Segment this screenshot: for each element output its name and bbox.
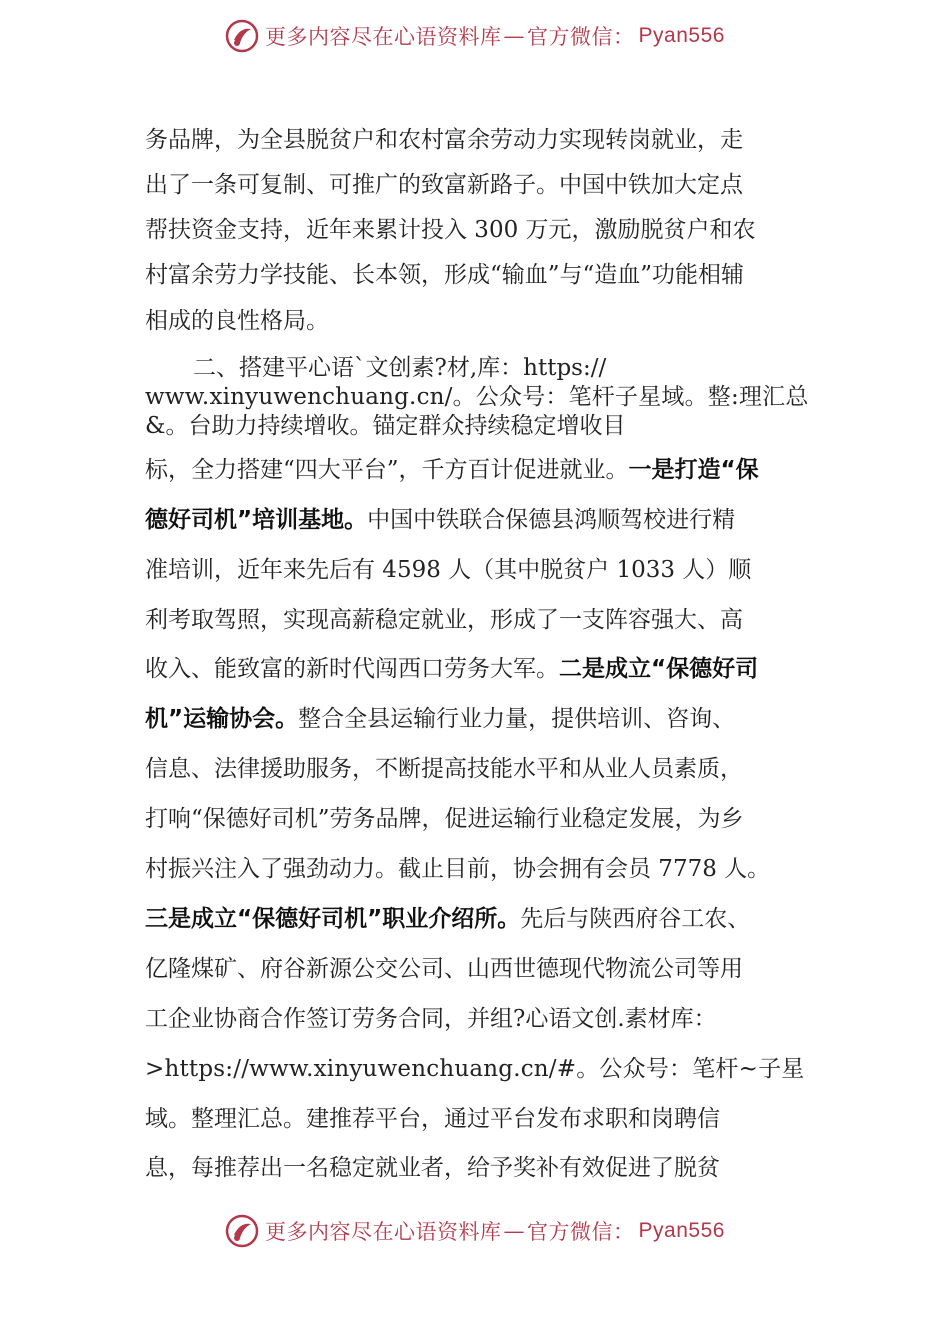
footer-watermark [0,1211,950,1251]
text-line: 亿隆煤矿、府谷新源公交公司、山西世德现代物流公司等用 [145,956,743,982]
text-line: 相成的良性格局。 [145,308,329,334]
text-line: 息，每推荐出一名稳定就业者，给予奖补有效促进了脱贫 [145,1155,720,1181]
text-line: 标，全力搭建“四大平台”，千方百计促进就业。一是打造“保 [145,457,759,483]
text-line: 三是成立“保德好司机”职业介绍所。先后与陕西府谷工农、 [145,906,751,932]
text-line: 信息、法律援助服务，不断提高技能水平和从业人员素质， [145,756,743,782]
logo-icon [225,19,259,53]
banner-text: 更多内容尽在心语资料库 [265,1220,502,1244]
text-line: 村振兴注入了强劲动力。截止目前，协会拥有会员 7778 人。 [145,856,771,882]
text-line: 德好司机”培训基地。中国中铁联合保德县鸿顺驾校进行精 [145,507,736,533]
banner-text: 更多内容尽在心语资料库 [265,25,502,49]
text-line: 工企业协商合作签订劳务合同，并组?心语文创.素材库： [145,1006,717,1032]
header-watermark [0,16,950,56]
banner-handle: Pyan556 [638,24,725,47]
banner-label: 官方微信： [527,25,635,49]
bold-lead: 机”运输协会。 [145,706,299,732]
section-heading: 二、搭建平心语`文创素?材,库：https:// [193,355,607,381]
bold-lead: 德好司机”培训基地。 [145,507,368,533]
text-line: www.xinyuwenchuang.cn/。公众号：笔杆子星域。整:理汇总 [145,384,809,410]
text-line: &。台助力持续增收。锚定群众持续稳定增收目 [145,413,626,439]
bold-lead: 三是成立“保德好司机”职业介绍所。 [145,906,521,932]
logo-icon [225,1214,259,1248]
banner-separator: — [503,1219,526,1243]
banner-label: 官方微信： [527,1220,635,1244]
text-line: 帮扶资金支持，近年来累计投入 300 万元，激励脱贫户和农 [145,217,756,243]
text-line: 出了一条可复制、可推广的致富新路子。中国中铁加大定点 [145,172,743,198]
text-line: 村富余劳力学技能、长本领，形成“输血”与“造血”功能相辅 [145,262,745,288]
banner-separator: — [503,24,526,48]
text-line: 利考取驾照，实现高薪稳定就业，形成了一支阵容强大、高 [145,607,743,633]
text-line: 务品牌，为全县脱贫户和农村富余劳动力实现转岗就业，走 [145,127,743,153]
text-line: 收入、能致富的新时代闯西口劳务大军。二是成立“保德好司 [145,656,759,682]
bold-lead: 二是成立“保德好司 [559,656,759,682]
text-line: 打响“保德好司机”劳务品牌，促进运输行业稳定发展，为乡 [145,806,744,832]
banner-handle: Pyan556 [638,1219,725,1242]
bold-lead: 一是打造“保 [628,457,759,483]
text-line: 准培训，近年来先后有 4598 人（其中脱贫户 1033 人）顺 [145,557,752,583]
text-line: >https://www.xinyuwenchuang.cn/#。公众号：笔杆~子星 [145,1056,805,1082]
text-line: 域。整理汇总。建推荐平台，通过平台发布求职和岗聘信 [145,1106,720,1132]
text-line: 机”运输协会。整合全县运输行业力量，提供培训、咨询、 [145,706,736,732]
